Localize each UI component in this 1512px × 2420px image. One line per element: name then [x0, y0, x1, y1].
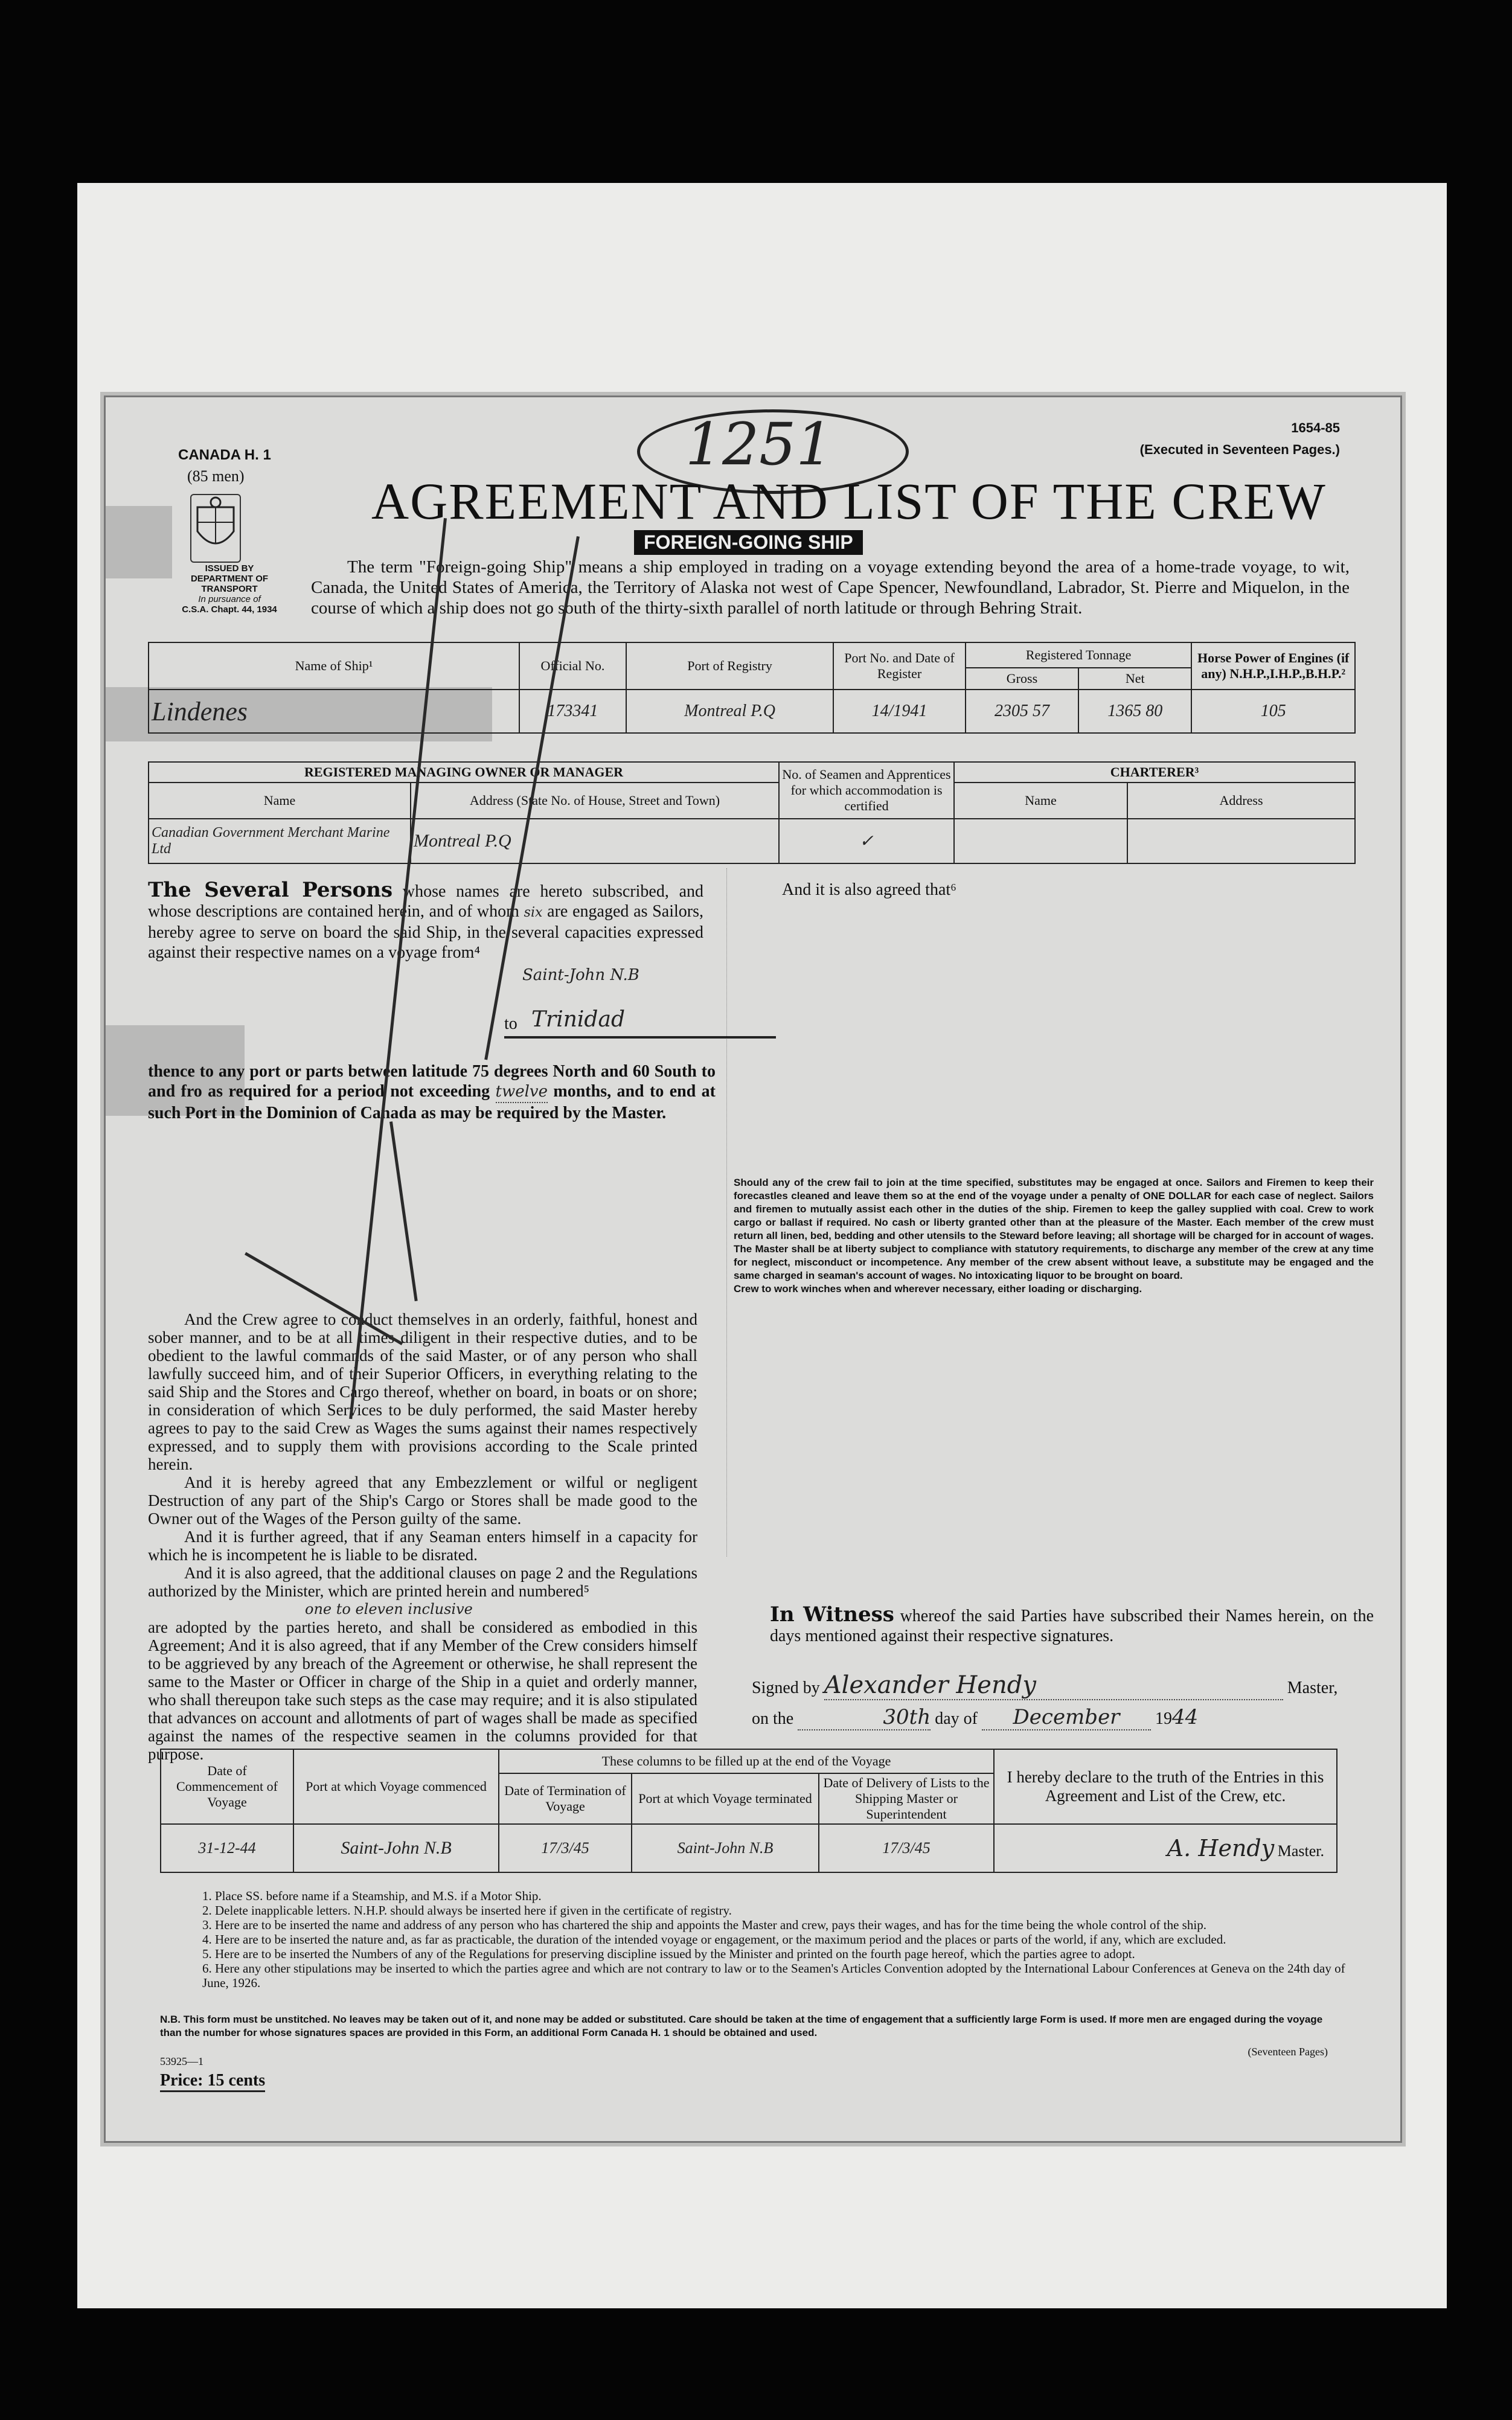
thence-clause [148, 1061, 716, 1123]
footnote-4: 4. Here are to be inserted the nature and, as far as practicable, the duration of the intended voyage or engagement, or the maximum period and the places or parts of the world, if any, which are excluded. [202, 1932, 1226, 1947]
owner-address-value: Montreal P.Q [411, 819, 779, 863]
nb-note: N.B. This form must be unstitched. No leaves may be taken out of it, and none may be added or substituted. Care should be taken at the time of engagement that a sufficiently large Form is used. If more men are engaged during the voyage than the number for whose signatures spaces are provided in this Form, an additional Form Canada H. 1 should be obtained and used. [160, 2014, 1323, 2038]
form-code: CANADA H. 1 [178, 447, 271, 463]
footnote-2: 2. Delete inapplicable letters. N.H.P. should always be inserted here if given in the certificate of registry. [202, 1903, 732, 1918]
declaration-text: I hereby declare to the truth of the Entries in this Agreement and List of the Crew, etc. [994, 1749, 1337, 1824]
delivery-date-header: Date of Delivery of Lists to the Shipping Master or Superintendent [819, 1773, 994, 1824]
seamen-count-hand: six [524, 905, 543, 920]
incapacity-clause: And it is further agreed, that if any Seaman enters himself in a capacity for which he is incompetent he is liable to be disrated. [148, 1528, 697, 1564]
commencement-date-value: 31-12-44 [161, 1824, 293, 1872]
seventeen-pages-note: (Seventeen Pages) [1248, 2046, 1328, 2058]
port-date-header: Port No. and Date of Register [833, 642, 966, 690]
horse-power-header: Horse Power of Engines (if any) N.H.P.,I.H.P.,B.H.P.² [1191, 642, 1355, 690]
owner-name-header: Name [149, 783, 411, 819]
handwritten-reference-number: 1251 [685, 411, 833, 478]
charterer-address-value [1127, 819, 1355, 863]
several-persons-clause [148, 880, 703, 962]
signed-by-line [752, 1671, 1356, 1700]
seamen-header: No. of Seamen and Apprentices for which accommodation is certified [779, 762, 954, 819]
witness-text: whereof the said Parties have subscribed their Names herein, on the days mentioned against their respective signatures. [770, 1607, 1374, 1645]
port-registry-value: Montreal P.Q [626, 690, 833, 733]
footnote-3: 3. Here are to be inserted the name and address of any person who has chartered the ship and appoints the Master and crew, pays their wages, and has for the time being the whole control of the ship. [202, 1918, 1206, 1932]
voyage-from-value: Saint-John N.B [522, 966, 639, 984]
year-prefix: 19 [1155, 1709, 1172, 1728]
ship-details-table [148, 642, 1356, 734]
gross-value: 2305 57 [966, 690, 1078, 733]
charterer-address-header: Address [1127, 783, 1355, 819]
day-of-label: day of [935, 1709, 978, 1728]
stamped-conditions: Should any of the crew fail to join at the time specified, substitutes may be engaged at once. Sailors and Firemen to keep their forecastles cleaned and leave them so at the end of the voyage under a penalty of ONE DOLLAR for each case of neglect. Sailors and firemen to mutually assist each other in the duties of the ship. Firemen to keep the galley supplied with coal. Crew to work cargo or ballast if required. No cash or liberty granted other than at the pleasure of the Master. Each member of the crew must return all linen, bed, bedding and other utensils to the Steward before leaving; all shortage will be charged for in account of wages. The Master shall be at liberty subject to compliance with statutory requirements, to discharge any member of the crew at any time for neglect, misconduct or incompetence. Any member of the crew absent without leave, a substitute may be engaged and the same charged in seaman's account of wages. No intoxicating liquor to be brought on board. Crew to work winches when and wherever necessary, either loading or discharging. [734, 1177, 1374, 1295]
owner-address-header: Address (State No. of House, Street and Town) [411, 783, 779, 819]
several-persons-cont: are engaged as Sailors, hereby agree to serve on board the said Ship, in the several capacities expressed against their respective names on a voyage from⁴ [148, 902, 704, 962]
voyage-to-value: Trinidad [531, 1007, 625, 1032]
print-code: 53925—1 [160, 2055, 203, 2067]
delivery-date-value: 17/3/45 [819, 1824, 994, 1872]
tonnage-header: Registered Tonnage [966, 642, 1192, 668]
intro-definition: The term "Foreign-going Ship" means a ship employed in trading on a voyage extending beyond the area of a home-trade voyage, to wit, Canada, the United States of America, the Territory of Alaska not west of Cape Spencer, Newfoundland, Labrador, St. Pierre and Miquelon, in the course of which a ship does not go south of the thirty-sixth parallel of north latitude or through Behring Strait. [311, 557, 1350, 618]
charterer-name-header: Name [954, 783, 1127, 819]
charterer-name-value [954, 819, 1127, 863]
form-title: AGREEMENT AND LIST OF THE CREW [371, 472, 1327, 530]
net-header: Net [1078, 668, 1191, 690]
port-commenced-header: Port at which Voyage commenced [293, 1749, 499, 1824]
witness-heading: In Witness [770, 1602, 894, 1627]
form-number: 1654-85 [1291, 420, 1340, 435]
owner-header: REGISTERED MANAGING OWNER OR MANAGER [149, 762, 779, 783]
master-suffix: Master. [1277, 1842, 1324, 1860]
month-value: December [982, 1705, 1151, 1730]
pen-stroke-3 [389, 1121, 418, 1301]
executed-note: (Executed in Seventeen Pages.) [1139, 442, 1340, 457]
adopted-clause: are adopted by the parties hereto, and shall be considered as embodied in this Agreement; And it is also agreed, that if any Member of the Crew considers himself to be aggrieved by any breach of the Agreement or otherwise, he shall represent the same to the Master or Officer in charge of the Ship in a quiet and orderly manner, who shall thereupon take such steps as the case may require; and it is also stipulated that advances on account and allotments of part of wages shall be made as specified against the names of the respective seamen in the columns provided for that purpose. [148, 1618, 697, 1763]
master-signature-cell [994, 1824, 1337, 1872]
owner-name-value: Canadian Government Merchant Marine Ltd [149, 819, 411, 863]
commencement-date-header: Date of Commencement of Voyage [161, 1749, 293, 1824]
witness-clause [770, 1602, 1374, 1646]
termination-date-value: 17/3/45 [499, 1824, 632, 1872]
voyage-end-table [160, 1749, 1337, 1873]
footnote-5: 5. Here are to be inserted the Numbers of any of the Regulations for preserving discipline issued by the Minister and printed on the fourth page hereof, which the parties agree to adopt. [202, 1947, 1135, 1961]
form-subtitle: FOREIGN-GOING SHIP [634, 530, 863, 555]
net-value: 1365 80 [1078, 690, 1191, 733]
men-capacity: (85 men) [187, 467, 245, 485]
charterer-header: CHARTERER³ [954, 762, 1355, 783]
port-terminated-header: Port at which Voyage terminated [632, 1773, 819, 1824]
thence-text: thence to any port or parts between latitude 75 degrees North and 60 South to and fro as required for a period not exceeding [148, 1062, 716, 1101]
several-persons-text: whose names are hereto subscribed, and whose descriptions are contained herein, and of whom [148, 882, 704, 921]
footnote-1: 1. Place SS. before name if a Steamship, and M.S. if a Motor Ship. [202, 1889, 542, 1903]
crew-conduct-clause: And the Crew agree to conduct themselves in an orderly, faithful, honest and sober manner, and to be at all times diligent in their respective duties, and to be obedient to the lawful commands of the said Master, or of any person who shall lawfully succeed him, and of their Superior Officers, in everything relating to the said Ship and the Stores and Cargo thereof, whether on board, in boats or on shore; in consideration of which Services to be duly performed, the said Master hereby agrees to pay to the said Crew as Wages the sums against their names respectively expressed, and to supply them with provisions according to the Scale printed herein. [148, 1310, 697, 1473]
months-value: twelve [496, 1082, 548, 1103]
port-commenced-value: Saint-John N.B [293, 1824, 499, 1872]
official-no-header: Official No. [519, 642, 626, 690]
termination-date-header: Date of Termination of Voyage [499, 1773, 632, 1824]
footnotes [202, 1889, 1362, 1990]
end-of-voyage-header: These columns to be filled up at the end of the Voyage [499, 1749, 994, 1773]
tape-stain-top [106, 506, 172, 578]
owner-table [148, 761, 1356, 864]
day-value: 30th [798, 1705, 931, 1730]
year-value: 44 [1171, 1705, 1199, 1729]
months-rest-text: months, and to end at such Port in the Dominion of Canada as may be required by the Master. [148, 1082, 716, 1122]
horse-power-value: 105 [1191, 690, 1355, 733]
signed-by-signature: Alexander Hendy [824, 1671, 1283, 1700]
to-label: to [504, 1014, 517, 1033]
master-label: Master, [1287, 1679, 1338, 1697]
port-terminated-value: Saint-John N.B [632, 1824, 819, 1872]
ship-name-header: Name of Ship¹ [149, 642, 519, 690]
crew-agreement-clauses [148, 1310, 697, 1763]
seamen-value: ✓ [779, 819, 954, 863]
regulations-clause: And it is also agreed, that the additional clauses on page 2 and the Regulations authorized by the Minister, which are printed herein and numbered⁵ [148, 1564, 697, 1600]
signed-by-label: Signed by [752, 1679, 820, 1697]
master-signature: A. Hendy [1167, 1835, 1275, 1861]
ship-name-value: Lindenes [149, 690, 519, 733]
several-persons-heading: The Several Persons [148, 878, 393, 902]
date-line [752, 1705, 1368, 1730]
port-registry-header: Port of Registry [626, 642, 833, 690]
issued-by: ISSUED BY DEPARTMENT OF TRANSPORT In pursuance of C.S.A. Chapt. 44, 1934 [182, 563, 277, 615]
regulations-hand: one to eleven inclusive [305, 1601, 473, 1618]
coat-of-arms-icon [190, 494, 241, 563]
column-divider [726, 868, 727, 1557]
port-date-value: 14/1941 [833, 690, 966, 733]
crew-agreement-form [104, 395, 1402, 2143]
also-agreed-label: And it is also agreed that⁶ [782, 880, 956, 899]
footnote-6: 6. Here any other stipulations may be inserted to which the parties agree and which are not contrary to law or to the Seamen's Articles Convention adopted by the International Labour Conferences at Geneva on the 24th day of June, 1926. [202, 1961, 1345, 1990]
on-the-label: on the [752, 1709, 794, 1728]
price: Price: 15 cents [160, 2071, 265, 2092]
official-no-value: 173341 [519, 690, 626, 733]
embezzlement-clause: And it is hereby agreed that any Embezzlement or wilful or negligent Destruction of any part of the Ship's Cargo or Stores shall be made good to the Owner out of the Wages of the Person guilty of the same. [148, 1473, 697, 1528]
voyage-to-underline [504, 1036, 776, 1039]
gross-header: Gross [966, 668, 1078, 690]
